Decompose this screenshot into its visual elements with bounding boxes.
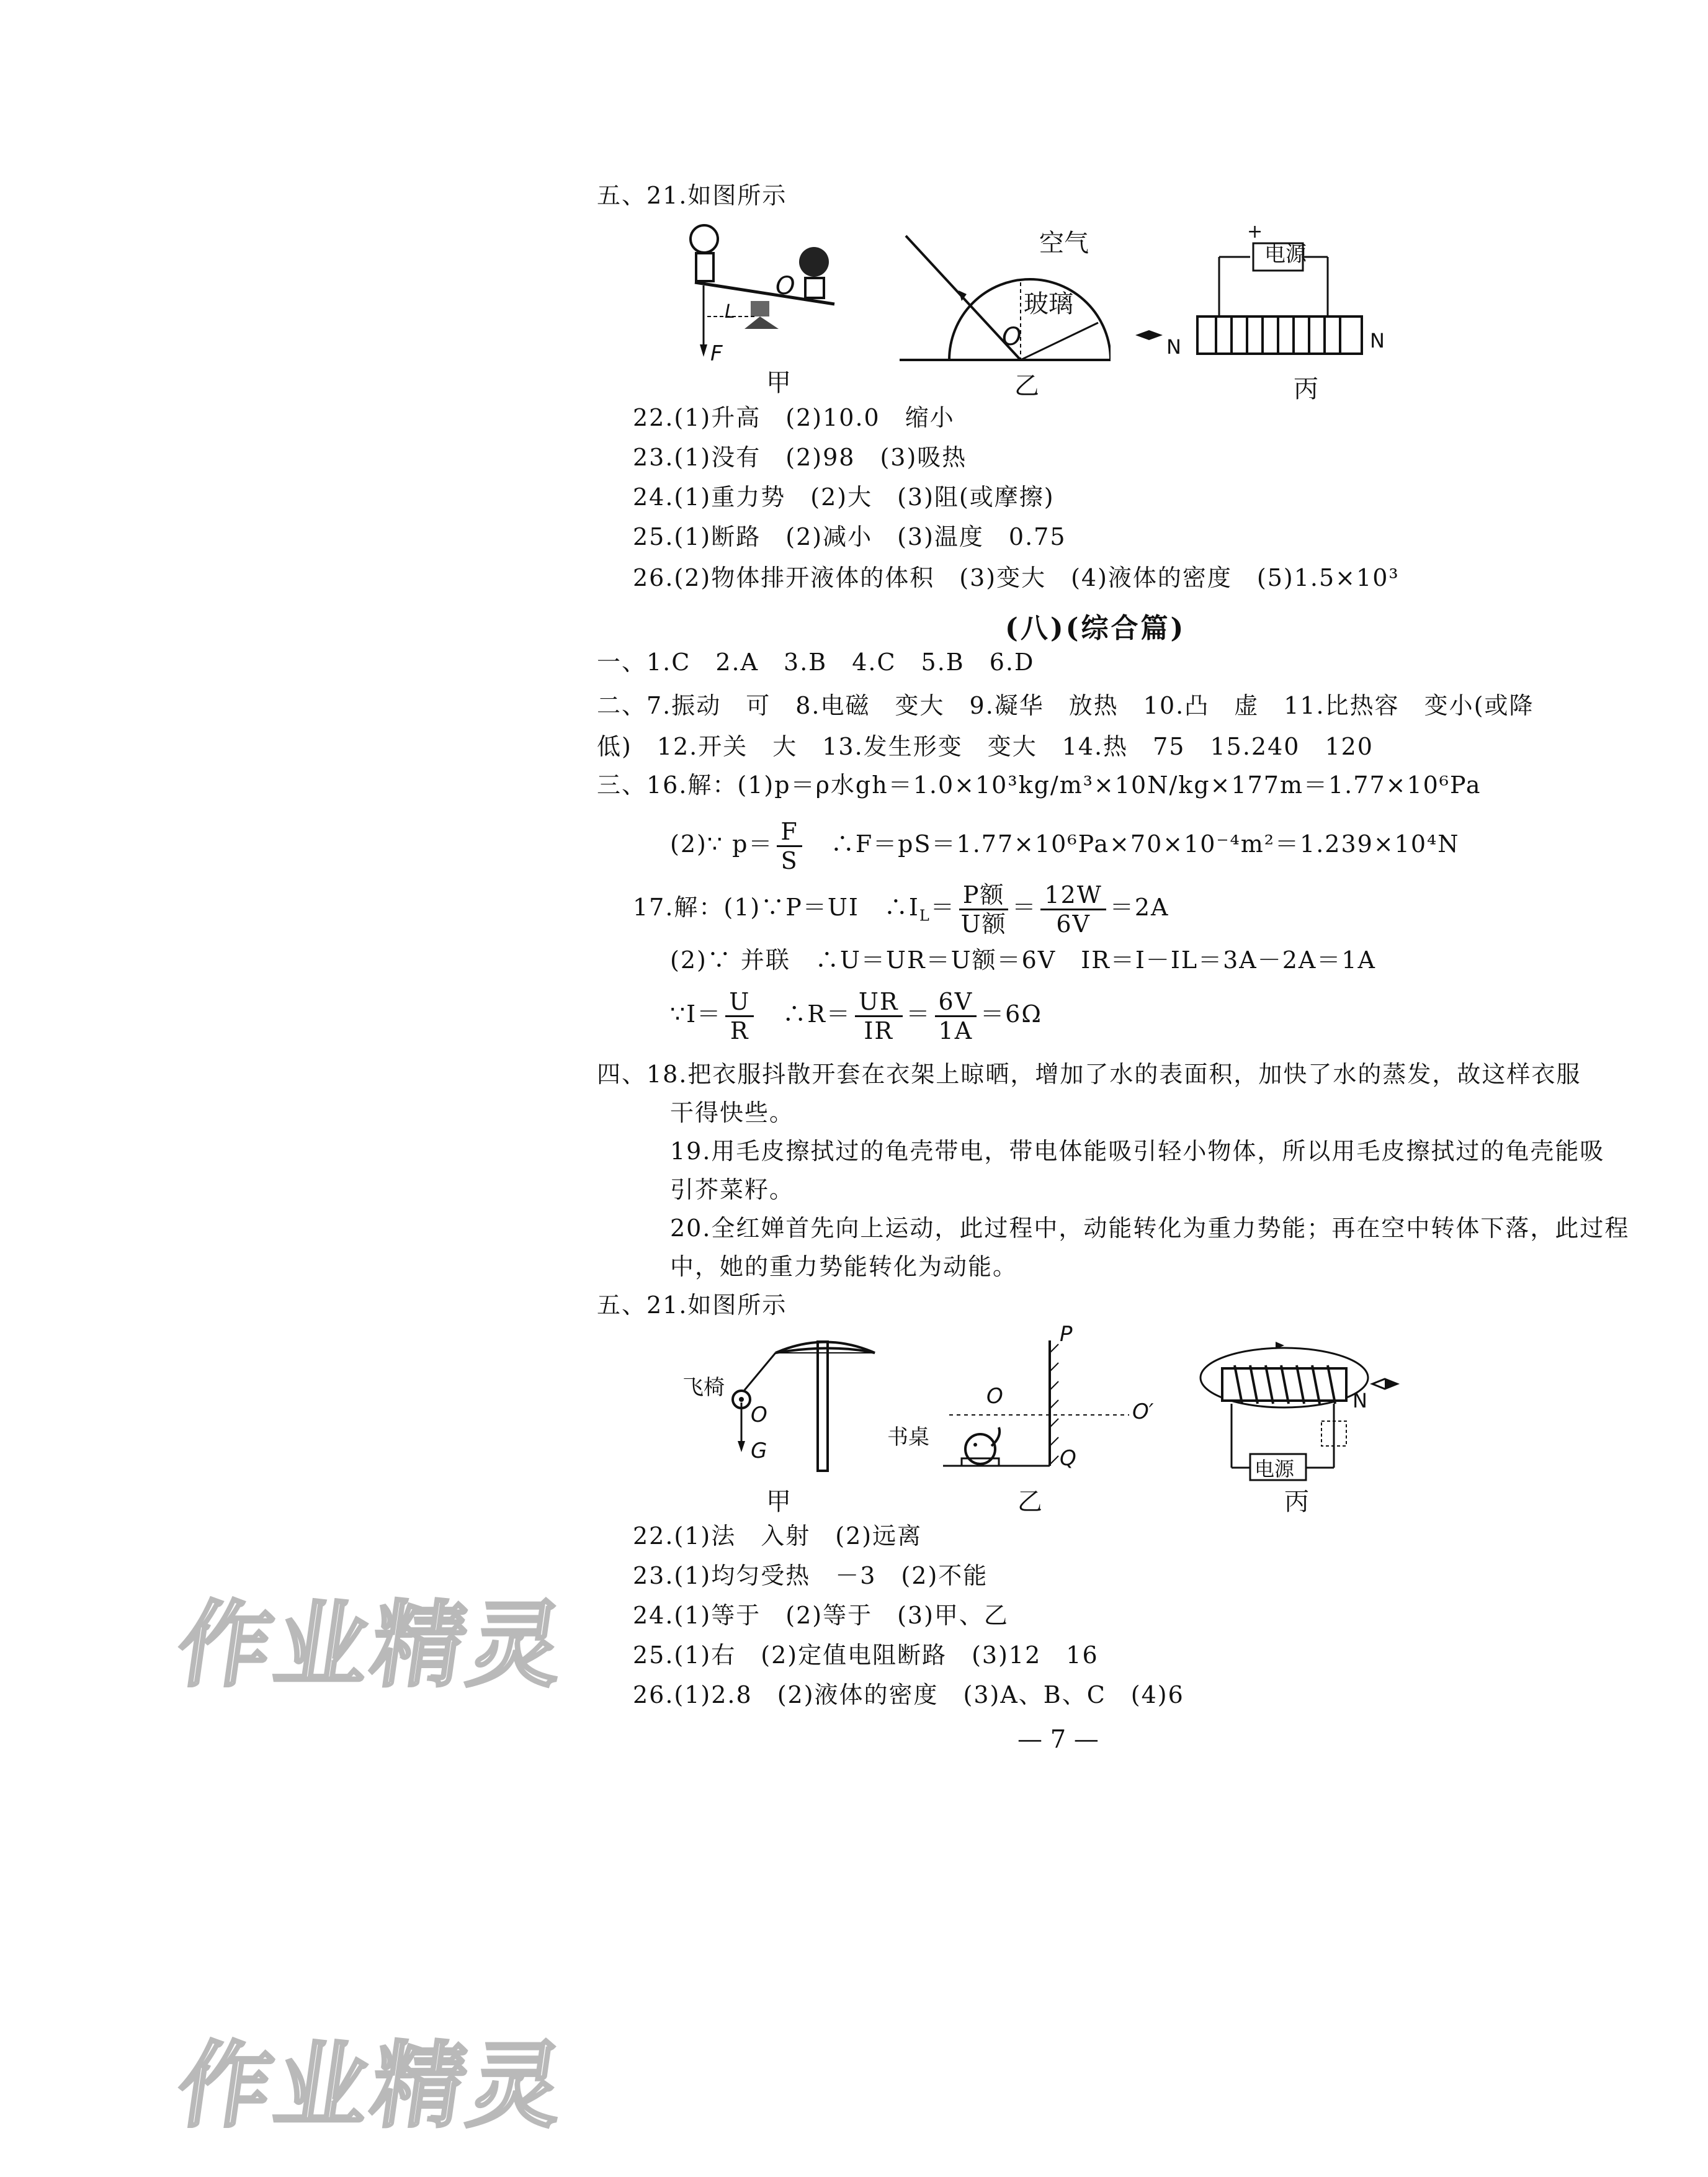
- watermark-logo: 作业精灵: [171, 1592, 574, 1700]
- gravity-g-label: G: [751, 1439, 767, 1463]
- answer-24-b: 24.(1)等于 (2)等于 (3)甲、乙: [633, 1602, 1009, 1629]
- answer-23: 23.(1)没有 (2)98 (3)吸热: [633, 444, 967, 471]
- figure-seesaw: [682, 217, 844, 372]
- figure-yi-label: 乙: [1014, 372, 1039, 400]
- figure-yi-label-2: 乙: [1017, 1488, 1042, 1516]
- answer-22-b: 22.(1)法 入射 (2)远离: [633, 1522, 923, 1550]
- figure-plane-mirror: [887, 1322, 1160, 1477]
- object-o-label: O: [986, 1384, 1003, 1409]
- figure-solenoid: [1135, 221, 1385, 372]
- plane-mirror-diagram: [887, 1328, 1160, 1477]
- image-o-prime-label: O′: [1132, 1399, 1154, 1424]
- answer-16-line-1: 三、16.解：(1)p＝ρ水gh＝1.0×10³kg/m³×10N/kg×177m＝1.77×10⁶Pa: [597, 771, 1482, 799]
- arm-l-label: L: [725, 301, 735, 323]
- answer-22: 22.(1)升高 (2)10.0 缩小: [633, 404, 955, 431]
- air-label: 空气: [1039, 229, 1089, 258]
- point-o-label: O: [1002, 323, 1022, 351]
- answer-26: 26.(2)物体排开液体的体积 (3)变大 (4)液体的密度 (5)1.5×10³: [633, 564, 1400, 591]
- plus-label: +: [1247, 221, 1263, 243]
- electromagnet-diagram: [1197, 1334, 1408, 1483]
- mirror-p-label: P: [1060, 1322, 1073, 1347]
- answer-25: 25.(1)断路 (2)减小 (3)温度 0.75: [633, 523, 1066, 550]
- answer-choice: 一、1.C 2.A 3.B 4.C 5.B 6.D: [597, 649, 1035, 676]
- fraction-ur-over-ir: $\frac{UR}{IR}$: [855, 988, 903, 1044]
- figure-bing-label: 丙: [1294, 375, 1318, 403]
- solenoid-n-label: N: [1370, 329, 1385, 352]
- force-f-label: F: [710, 341, 723, 366]
- power-source-label: 电源: [1264, 242, 1307, 267]
- point-o-label-3: O: [751, 1403, 767, 1427]
- figure-flying-chair: [682, 1328, 906, 1477]
- answer-19-line-1: 19.用毛皮擦拭过的龟壳带电，带电体能吸引轻小物体，所以用毛皮擦拭过的龟壳能吸: [670, 1138, 1605, 1165]
- answer-26-b: 26.(1)2.8 (2)液体的密度 (3)A、B、C (4)6: [633, 1681, 1184, 1708]
- section-title: (八)(综合篇): [1005, 613, 1186, 644]
- pivot-o-label: O: [776, 272, 795, 300]
- answer-18-line-1: 四、18.把衣服抖散开套在衣架上晾晒，增加了水的表面积，加快了水的蒸发，故这样衣服: [597, 1061, 1581, 1088]
- fraction-u-over-r: $\frac{U}{R}$: [725, 988, 754, 1044]
- desk-label: 书桌: [887, 1425, 929, 1450]
- figure-refraction: [900, 230, 1111, 366]
- figure-jia-label: 甲: [766, 369, 791, 397]
- figure-bing-label-2: 丙: [1284, 1488, 1309, 1516]
- page-number: — 7 —: [1017, 1725, 1099, 1754]
- figure-jia-label-2: 甲: [766, 1488, 791, 1516]
- figure-electromagnet: [1197, 1334, 1408, 1483]
- answer-fill-line-2: 低) 12.开关 大 13.发生形变 变大 14.热 75 15.240 120: [597, 733, 1374, 760]
- power-source-label-2: 电源: [1254, 1457, 1295, 1481]
- answer-20-line-1: 20.全红婵首先向上运动，此过程中，动能转化为重力势能；再在空中转体下落，此过程: [670, 1214, 1630, 1242]
- electromagnet-n-label: N: [1353, 1389, 1367, 1412]
- mirror-q-label: Q: [1060, 1446, 1076, 1471]
- answer-25-b: 25.(1)右 (2)定值电阻断路 (3)12 16: [633, 1641, 1099, 1669]
- question-21-header: 五、21.如图所示: [597, 182, 787, 209]
- flying-chair-diagram: [682, 1328, 906, 1477]
- fraction-f-over-s: $\frac{F}{S}$: [777, 818, 802, 874]
- watermark-logo-bottom: 作业精灵: [171, 2032, 574, 2140]
- fraction-12w-over-6v: $\frac{12W}{6V}$: [1040, 881, 1106, 938]
- answer-23-b: 23.(1)均匀受热 －3 (2)不能: [633, 1562, 988, 1589]
- answer-18-line-2: 干得快些。: [670, 1099, 795, 1126]
- seesaw-diagram: [682, 217, 844, 372]
- question-21-header-2: 五、21.如图所示: [597, 1291, 787, 1319]
- answer-fill-line-1: 二、7.振动 可 8.电磁 变大 9.凝华 放热 10.凸 虚 11.比热容 变小(或降: [597, 692, 1534, 719]
- compass-n-label: N: [1166, 335, 1181, 359]
- answer-24: 24.(1)重力势 (2)大 (3)阻(或摩擦): [633, 483, 1055, 511]
- glass-label: 玻璃: [1024, 290, 1073, 318]
- flying-chair-label: 飞椅: [682, 1375, 725, 1400]
- fraction-6v-over-1a: $\frac{6V}{1A}$: [935, 988, 977, 1044]
- answer-16-line-2: (2)∵ p＝ $\frac{F}{S}$ ∴F＝pS＝1.77×10⁶Pa×70×10⁻⁴m²＝1.239×10⁴N: [670, 818, 1460, 874]
- answer-17-line-2: (2)∵ 并联 ∴U＝UR＝U额＝6V IR＝I－IL＝3A－2A＝1A: [670, 946, 1376, 974]
- fraction-p-over-u: $\frac{\text{P额}}{\text{U额}}$: [959, 881, 1009, 938]
- answer-17-line-1: 17.解：(1)∵P＝UI $\therefore I_L=$ $\frac{\text{P额}}{\text{U额}}$ ＝ $\frac{12W}{6V}$ ＝2A: [633, 881, 1169, 938]
- answer-17-line-3: ∵I＝ $\frac{U}{R}$ ∴R＝ $\frac{UR}{IR}$ ＝ $\frac{6V}{1A}$ ＝6Ω: [670, 988, 1042, 1044]
- answer-20-line-2: 中，她的重力势能转化为动能。: [670, 1253, 1018, 1280]
- answer-19-line-2: 引芥菜籽。: [670, 1176, 795, 1203]
